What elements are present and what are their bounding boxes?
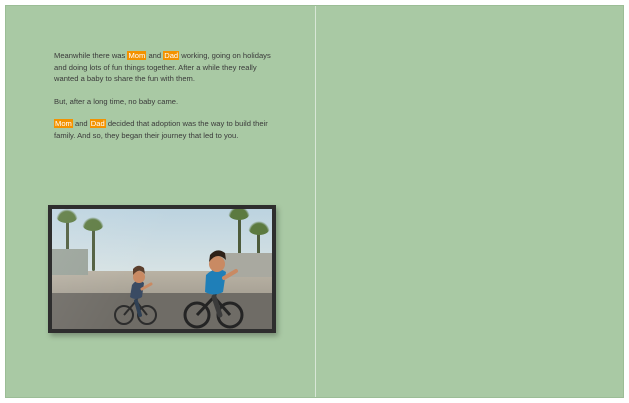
highlight-mom: Mom — [128, 51, 146, 60]
text-run: Meanwhile there was — [54, 51, 128, 60]
right-page — [315, 6, 624, 397]
photo-building — [52, 249, 88, 275]
highlight-dad: Dad — [90, 119, 105, 129]
cyclist-left — [114, 261, 160, 327]
palm-fronds — [248, 221, 270, 235]
paragraph-1 — [54, 50, 276, 85]
highlight-mom: Mom — [55, 119, 72, 129]
text-run: But, after a long time, no baby came. — [54, 96, 179, 106]
cyclist-right — [184, 249, 246, 329]
cycling-photo — [48, 205, 276, 333]
book-spread — [6, 6, 623, 397]
text-run: working, going on holidays and doing lots of fun things together. After a while they really wanted a baby to share the fun with them. — [54, 51, 271, 84]
story-text-block — [54, 50, 276, 153]
text-run: and — [146, 51, 164, 60]
text-run: decided that adoption was the way to build their family. And so, they began their journey that led to you. — [54, 119, 268, 140]
paragraph-2 — [54, 96, 276, 108]
highlight-dad: Dad — [164, 51, 179, 60]
text-run: and — [72, 119, 90, 129]
left-page — [6, 6, 315, 397]
palm-fronds — [82, 217, 104, 231]
cycling-photo-image — [52, 209, 272, 329]
paragraph-3 — [54, 118, 276, 141]
palm-fronds — [56, 209, 78, 223]
